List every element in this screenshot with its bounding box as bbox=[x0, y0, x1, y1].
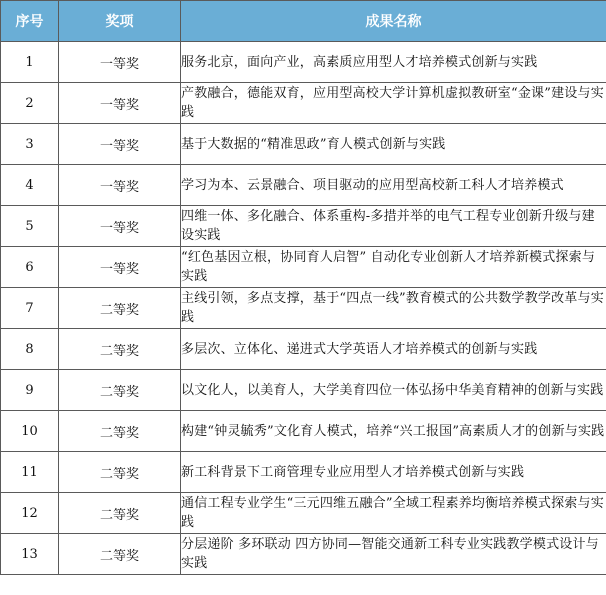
header-index: 序号 bbox=[1, 1, 59, 42]
table-row bbox=[1, 411, 606, 452]
table-row bbox=[1, 329, 606, 370]
row-name: “红色基因立根，协同育人启智” 自动化专业创新人才培养新模式探索与实践 bbox=[181, 247, 606, 288]
table-row bbox=[1, 83, 606, 124]
row-award: 二等奖 bbox=[59, 411, 181, 452]
row-name: 主线引领，多点支撑，基于“四点一线”教育模式的公共数学教学改革与实践 bbox=[181, 288, 606, 329]
row-index: 3 bbox=[1, 124, 59, 165]
row-index: 12 bbox=[1, 493, 59, 534]
table-row bbox=[1, 165, 606, 206]
table-row bbox=[1, 452, 606, 493]
row-index: 13 bbox=[1, 534, 59, 575]
row-name: 基于大数据的“精准思政”育人模式创新与实践 bbox=[181, 124, 606, 165]
row-index: 4 bbox=[1, 165, 59, 206]
row-index: 6 bbox=[1, 247, 59, 288]
row-award: 一等奖 bbox=[59, 247, 181, 288]
row-award: 一等奖 bbox=[59, 42, 181, 83]
row-name: 新工科背景下工商管理专业应用型人才培养模式创新与实践 bbox=[181, 452, 606, 493]
row-award: 二等奖 bbox=[59, 493, 181, 534]
row-index: 9 bbox=[1, 370, 59, 411]
row-index: 7 bbox=[1, 288, 59, 329]
row-name: 服务北京，面向产业，高素质应用型人才培养模式创新与实践 bbox=[181, 42, 606, 83]
row-name: 学习为本、云景融合、项目驱动的应用型高校新工科人才培养模式 bbox=[181, 165, 606, 206]
row-award: 二等奖 bbox=[59, 534, 181, 575]
header-name: 成果名称 bbox=[181, 1, 606, 42]
row-name: 构建“钟灵毓秀”文化育人模式，培养“兴工报国”高素质人才的创新与实践 bbox=[181, 411, 606, 452]
row-name: 以文化人，以美育人，大学美育四位一体弘扬中华美育精神的创新与实践 bbox=[181, 370, 606, 411]
row-index: 2 bbox=[1, 83, 59, 124]
row-index: 11 bbox=[1, 452, 59, 493]
row-award: 一等奖 bbox=[59, 124, 181, 165]
table-row bbox=[1, 42, 606, 83]
row-index: 1 bbox=[1, 42, 59, 83]
row-name: 多层次、立体化、递进式大学英语人才培养模式的创新与实践 bbox=[181, 329, 606, 370]
header-award: 奖项 bbox=[59, 1, 181, 42]
table-row bbox=[1, 247, 606, 288]
row-index: 10 bbox=[1, 411, 59, 452]
table-row bbox=[1, 493, 606, 534]
row-award: 一等奖 bbox=[59, 165, 181, 206]
row-name: 四维一体、多化融合、体系重构-多措并举的电气工程专业创新升级与建设实践 bbox=[181, 206, 606, 247]
table-row bbox=[1, 534, 606, 575]
table-row bbox=[1, 206, 606, 247]
row-index: 8 bbox=[1, 329, 59, 370]
table-row bbox=[1, 288, 606, 329]
row-award: 二等奖 bbox=[59, 452, 181, 493]
header-row bbox=[1, 1, 606, 42]
row-name: 分层递阶 多环联动 四方协同—智能交通新工科专业实践教学模式设计与实践 bbox=[181, 534, 606, 575]
row-name: 通信工程专业学生“三元四维五融合”全域工程素养均衡培养模式探索与实践 bbox=[181, 493, 606, 534]
row-name: 产教融合，德能双育，应用型高校大学计算机虚拟教研室“金课”建设与实践 bbox=[181, 83, 606, 124]
row-award: 二等奖 bbox=[59, 370, 181, 411]
row-award: 一等奖 bbox=[59, 83, 181, 124]
table-row bbox=[1, 124, 606, 165]
table-row bbox=[1, 370, 606, 411]
row-index: 5 bbox=[1, 206, 59, 247]
row-award: 二等奖 bbox=[59, 329, 181, 370]
row-award: 一等奖 bbox=[59, 206, 181, 247]
row-award: 二等奖 bbox=[59, 288, 181, 329]
